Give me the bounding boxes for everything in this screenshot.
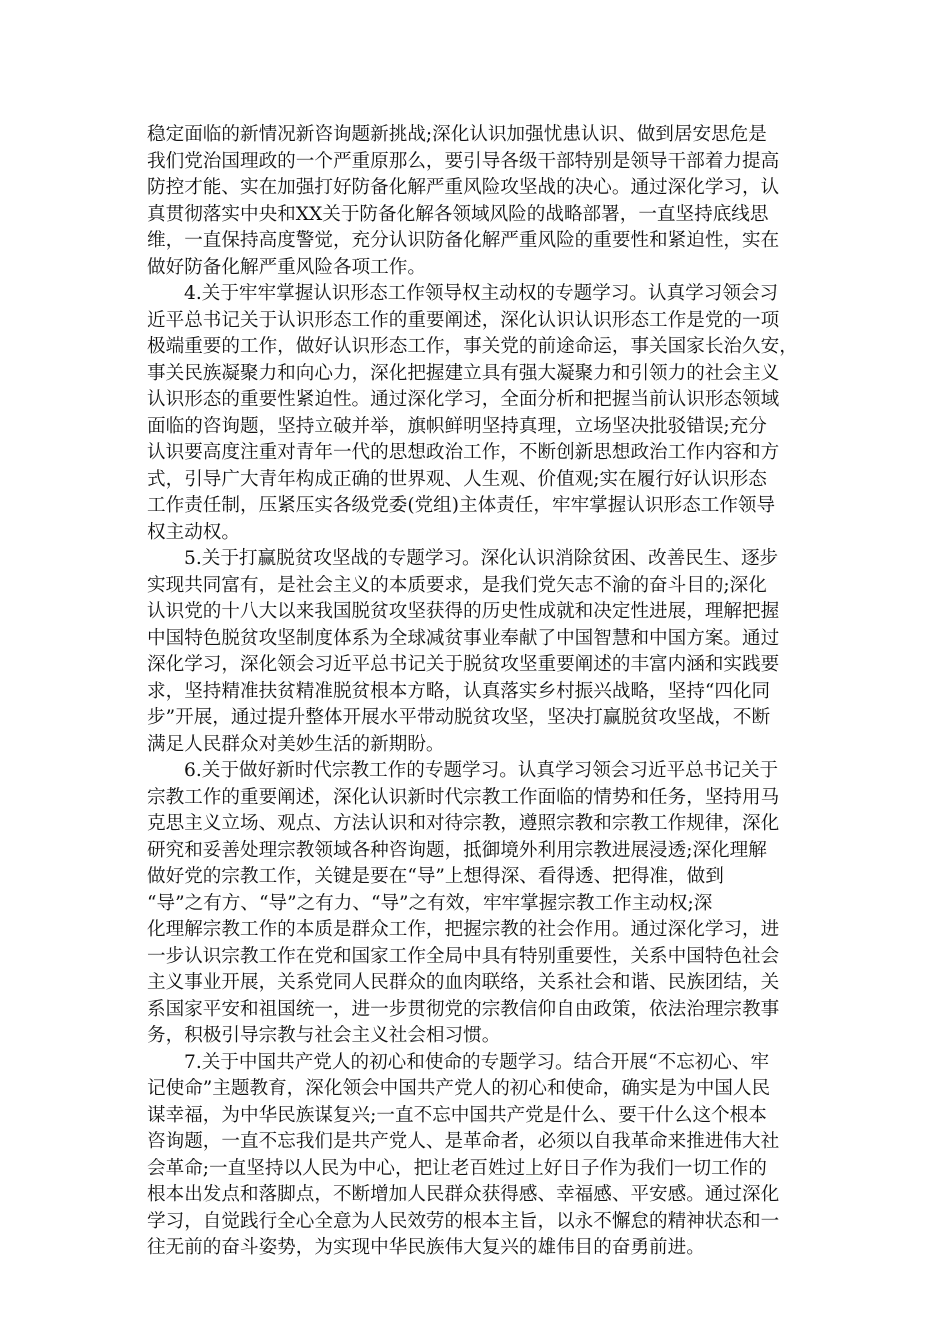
text-line: 根本出发点和落脚点，不断增加人民群众获得感、幸福感、平安感。通过深化 [147, 1184, 780, 1205]
text-line: 咨询题，一直不忘我们是共产党人、是革命者，必须以自我革命来推进伟大社 [147, 1131, 780, 1152]
text-line: 近平总书记关于认识形态工作的重要阐述，深化认识认识形态工作是党的一项 [147, 309, 780, 331]
text-line: 往无前的奋斗姿势，为实现中华民族伟大复兴的雄伟目的奋勇前进。 [147, 1237, 705, 1258]
text-line: 式，引导广大青年构成正确的世界观、人生观、价值观;实在履行好认识形态 [147, 468, 767, 490]
text-line: 工作责任制，压紧压实各级党委(党组)主体责任，牢牢掌握认识形态工作领导 [147, 495, 776, 516]
paragraph-first-line: 6.关于做好新时代宗教工作的专题学习。认真学习领会习近平总书记关于 [184, 760, 779, 781]
text-line: 中国特色脱贫攻坚制度体系为全球减贫事业奉献了中国智慧和中国方案。通过 [147, 627, 780, 649]
text-line: 实现共同富有，是社会主义的本质要求，是我们党矢志不渝的奋斗目的;深化 [147, 574, 767, 596]
text-line: 求，坚持精准扶贫精准脱贫根本方略，认真落实乡村振兴战略，坚持“四化同 [147, 680, 771, 702]
text-line: 主义事业开展，关系党同人民群众的血肉联络，关系社会和谐、民族团结，关 [147, 972, 780, 993]
text-line: 记使命”主题教育，深化领会中国共产党人的初心和使命，确实是为中国人民 [147, 1078, 771, 1099]
text-line: 稳定面临的新情况新咨询题新挑战;深化认识加强忧患认识、做到居安思危是 [147, 124, 767, 145]
paragraph-first-line: 4.关于牢牢掌握认识形态工作领导权主动权的专题学习。认真学习领会习 [184, 283, 779, 304]
text-line: 我们党治国理政的一个严重原那么，要引导各级干部特别是领导干部着力提高 [147, 150, 780, 172]
text-line: 学习，自觉践行全心全意为人民效劳的根本主旨，以永不懈怠的精神状态和一 [147, 1210, 780, 1232]
text-line: 一步认识宗教工作在党和国家工作全局中具有特别重要性，关系中国特色社会 [147, 945, 780, 967]
text-line: 维，一直保持高度警觉，充分认识防备化解严重风险的重要性和紧迫性，实在 [147, 230, 780, 251]
text-line: 步”开展，通过提升整体开展水平带动脱贫攻坚，坚决打赢脱贫攻坚战，不断 [147, 707, 771, 728]
text-line: 面临的咨询题，坚持立破并举，旗帜鲜明坚持真理，立场坚决批驳错误;充分 [147, 415, 767, 437]
text-line: 认识要高度注重对青年一代的思想政治工作，不断创新思想政治工作内容和方 [147, 442, 780, 463]
text-line: 克思主义立场、观点、方法认识和对待宗教，遵照宗教和宗教工作规律，深化 [147, 813, 780, 834]
text-line: 防控才能、实在加强打好防备化解严重风险攻坚战的决心。通过深化学习，认 [147, 177, 780, 198]
text-line: 化理解宗教工作的本质是群众工作，把握宗教的社会作用。通过深化学习，进 [147, 919, 780, 940]
document-body-text [147, 122, 807, 1262]
text-line: 系国家平安和祖国统一，进一步贯彻党的宗教信仰自由政策，依法治理宗教事 [147, 998, 780, 1020]
text-line: 谋幸福，为中华民族谋复兴;一直不忘中国共产党是什么、要干什么这个根本 [147, 1104, 767, 1126]
text-line: 满足人民群众对美妙生活的新期盼。 [147, 733, 445, 755]
text-line: “导”之有方、“导”之有力、“导”之有效，牢牢掌握宗教工作主动权;深 [147, 892, 713, 914]
text-line: 会革命;一直坚持以人民为中心，把让老百姓过上好日子作为我们一切工作的 [147, 1157, 767, 1179]
text-line: 极端重要的工作，做好认识形态工作，事关党的前途命运，事关国家长治久安， [147, 336, 798, 357]
text-line: 宗教工作的重要阐述，深化认识新时代宗教工作面临的情势和任务，坚持用马 [147, 786, 780, 808]
text-line: 做好防备化解严重风险各项工作。 [147, 256, 426, 278]
text-line: 认识形态的重要性紧迫性。通过深化学习，全面分析和把握当前认识形态领域 [147, 389, 780, 410]
text-line: 研究和妥善处理宗教领域各种咨询题，抵御境外利用宗教进展浸透;深化理解 [147, 839, 767, 861]
text-line: 认识党的十八大以来我国脱贫攻坚获得的历史性成就和决定性进展，理解把握 [147, 601, 780, 622]
text-line: 事关民族凝聚力和向心力，深化把握建立具有强大凝聚力和引领力的社会主义 [147, 362, 780, 384]
text-line: 真贯彻落实中央和XX关于防备化解各领域风险的战略部署，一直坚持底线思 [147, 203, 769, 225]
text-line: 务，积极引导宗教与社会主义社会相习惯。 [147, 1025, 501, 1046]
text-line: 做好党的宗教工作，关键是要在“导”上想得深、看得透、把得准，做到 [147, 866, 724, 887]
text-line: 权主动权。 [147, 521, 240, 543]
paragraph-first-line: 7.关于中国共产党人的初心和使命的专题学习。结合开展“不忘初心、牢 [184, 1051, 770, 1073]
paragraph-first-line: 5.关于打赢脱贫攻坚战的专题学习。深化认识消除贫困、改善民生、逐步 [184, 548, 779, 569]
text-line: 深化学习，深化领会习近平总书记关于脱贫攻坚重要阐述的丰富内涵和实践要 [147, 654, 780, 675]
